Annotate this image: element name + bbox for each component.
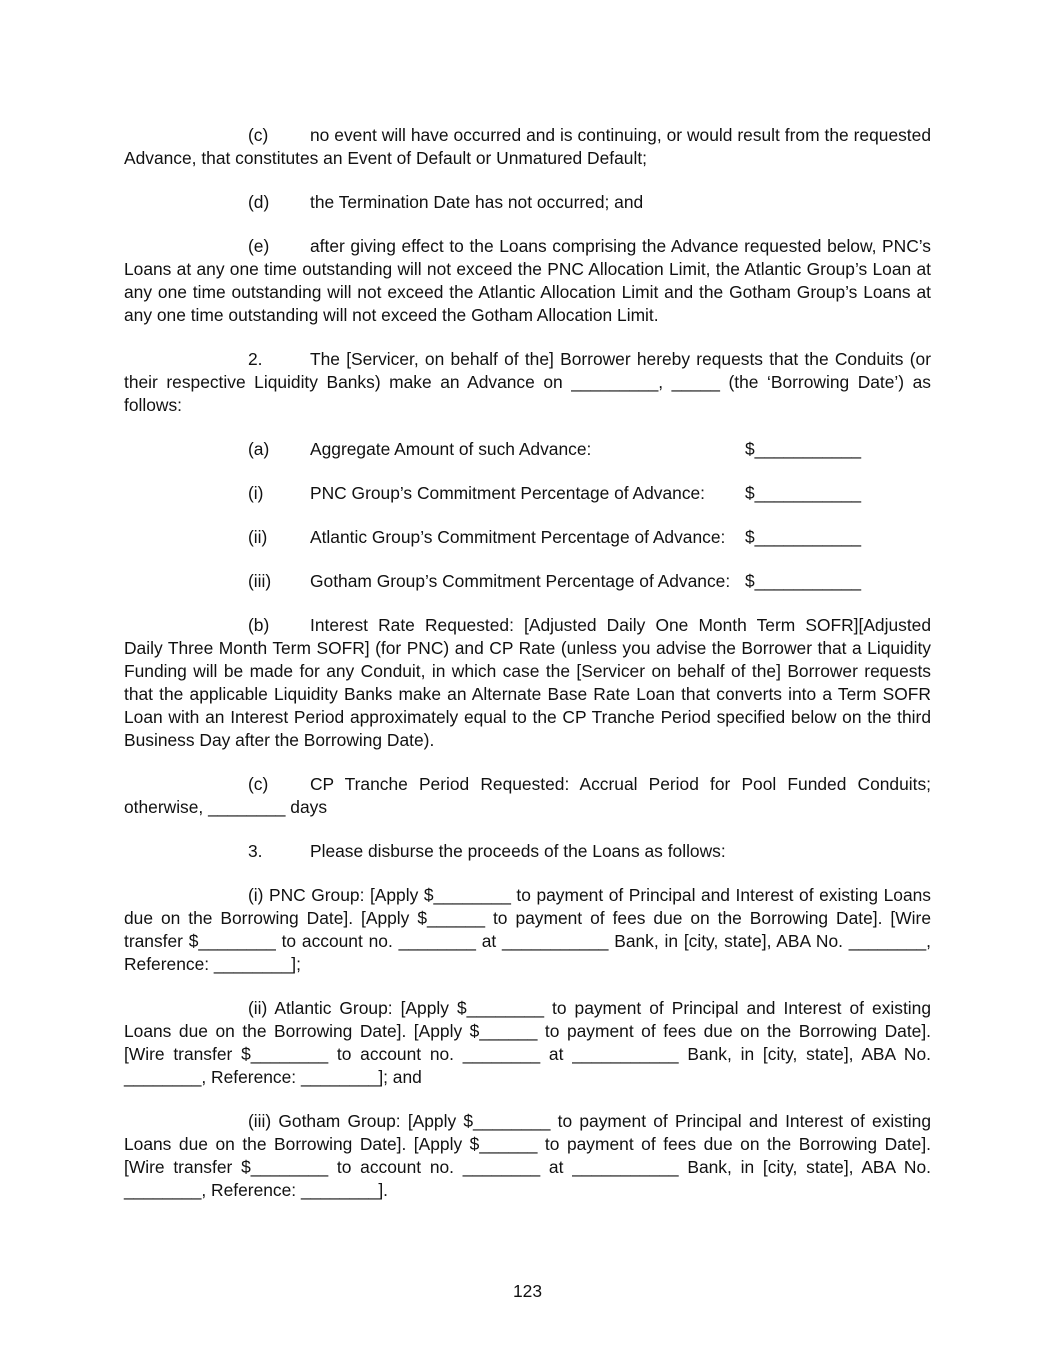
row-text: Aggregate Amount of such Advance:	[310, 439, 592, 459]
paragraph-label: 3.	[248, 841, 263, 861]
advance-row-atlantic	[124, 526, 931, 549]
page-number: 123	[512, 1281, 542, 1301]
paragraph-text: (i) PNC Group: [Apply $________ to payment of Principal and Interest of existing Loans due on the Borrowing Date]. [Apply $______ to payment of fees due on the Borrowing Date]. [Wire transfer $________ to account no. ________ at ___________ Bank, in [city, state], ABA No. ________, Reference: ________];	[124, 885, 931, 974]
paragraph-label: (c)	[248, 774, 269, 794]
paragraph-text: no event will have occurred and is continuing, or would result from the requested Advance, that constitutes an Event of Default or Unmatured Default;	[124, 125, 931, 168]
paragraph-text: Please disburse the proceeds of the Loans as follows:	[310, 841, 726, 861]
document-page	[124, 124, 931, 1223]
paragraph-1c	[124, 124, 931, 170]
row-text: PNC Group’s Commitment Percentage of Advance:	[310, 483, 706, 503]
paragraph-1d	[124, 191, 931, 214]
paragraph-2b	[124, 614, 931, 752]
paragraph-text: CP Tranche Period Requested: Accrual Period for Pool Funded Conduits; otherwise, ________ days	[124, 774, 931, 817]
amount-blank: $___________	[745, 527, 862, 547]
row-label: (i)	[248, 483, 264, 503]
amount-blank: $___________	[745, 439, 862, 459]
paragraph-text: the Termination Date has not occurred; and	[310, 192, 644, 212]
advance-row-aggregate	[124, 438, 931, 461]
row-text: Atlantic Group’s Commitment Percentage of Advance:	[310, 527, 726, 547]
row-label: (ii)	[248, 527, 268, 547]
paragraph-text: after giving effect to the Loans comprising the Advance requested below, PNC’s Loans at any one time outstanding will not exceed the PNC Allocation Limit, the Atlantic Group’s Loan at any one time outstanding will not exceed the Atlantic Allocation Limit and the Gotham Group’s Loans at any one time outstanding will not exceed the Gotham Allocation Limit.	[124, 236, 931, 325]
paragraph-text: Interest Rate Requested: [Adjusted Daily One Month Term SOFR][Adjusted Daily Three Month Term SOFR] (for PNC) and CP Rate (unless you advise the Borrower that a Liquidity Funding will be made for any Conduit, in which case the [Servicer on behalf of the] Borrower requests that the applicable Liquidity Banks make an Alternate Base Rate Loan that converts into a Term SOFR Loan with an Interest Period approximately equal to the CP Tranche Period specified below on the third Business Day after the Borrowing Date).	[124, 615, 931, 750]
amount-blank: $___________	[745, 483, 862, 503]
paragraph-1e	[124, 235, 931, 327]
paragraph-2	[124, 348, 931, 417]
amount-blank: $___________	[745, 571, 862, 591]
advance-row-pnc	[124, 482, 931, 505]
row-label: (a)	[248, 439, 270, 459]
paragraph-label: 2.	[248, 349, 263, 369]
paragraph-text: (iii) Gotham Group: [Apply $________ to payment of Principal and Interest of existing Loans due on the Borrowing Date]. [Apply $______ to payment of fees due on the Borrowing Date]. [Wire transfer $________ to account no. ________ at ___________ Bank, in [city, state], ABA No. ________, Reference: ________].	[124, 1111, 931, 1200]
advance-row-gotham	[124, 570, 931, 593]
paragraph-text: (ii) Atlantic Group: [Apply $________ to payment of Principal and Interest of existing Loans due on the Borrowing Date]. [Apply $______ to payment of fees due on the Borrowing Date]. [Wire transfer $________ to account no. ________ at ___________ Bank, in [city, state], ABA No. ________, Reference: ________]; and	[124, 998, 931, 1087]
paragraph-text: The [Servicer, on behalf of the] Borrower hereby requests that the Conduits (or their respective Liquidity Banks) make an Advance on _________, _____ (the ‘Borrowing Date’) as follows:	[124, 349, 931, 415]
paragraph-2c	[124, 773, 931, 819]
row-text: Gotham Group’s Commitment Percentage of Advance:	[310, 571, 731, 591]
paragraph-3	[124, 840, 931, 863]
disbursement-pnc	[124, 884, 931, 976]
paragraph-label: (c)	[248, 125, 269, 145]
paragraph-label: (b)	[248, 615, 270, 635]
paragraph-label: (e)	[248, 236, 270, 256]
disbursement-gotham	[124, 1110, 931, 1202]
paragraph-label: (d)	[248, 192, 270, 212]
disbursement-atlantic	[124, 997, 931, 1089]
row-label: (iii)	[248, 571, 272, 591]
